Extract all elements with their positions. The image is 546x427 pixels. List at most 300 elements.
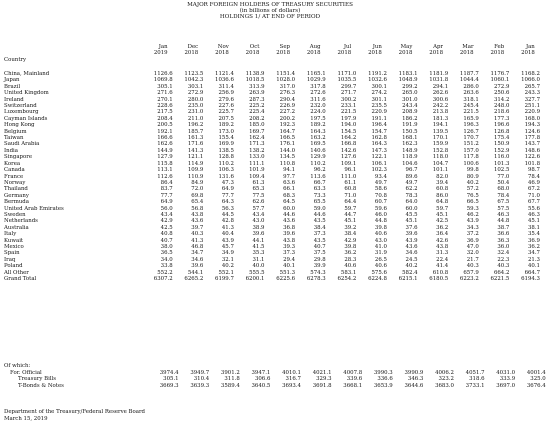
- holding-value: 664.2: [493, 269, 510, 276]
- holding-value: 4021.1: [312, 370, 332, 376]
- holding-value: 45.7: [221, 243, 234, 250]
- holding-value: 24.5: [405, 256, 418, 263]
- column-header-year: 2018: [215, 50, 229, 57]
- holding-value: 21.7: [466, 256, 479, 263]
- column-header-year: 2018: [459, 50, 474, 57]
- country-name: Kuwait: [4, 237, 24, 244]
- holding-value: 3733.1: [465, 382, 485, 389]
- holding-value: 151.2: [463, 141, 479, 148]
- holding-value: 113.6: [310, 173, 326, 180]
- holding-value: 77.0: [497, 173, 510, 180]
- holding-value: 65.4: [191, 199, 204, 206]
- holding-value: 66.1: [283, 186, 296, 193]
- holding-value: 1069.8: [153, 77, 173, 84]
- holding-value: 242.2: [432, 103, 449, 110]
- holding-value: 150.9: [493, 141, 510, 148]
- holding-value: 61.1: [344, 179, 357, 186]
- holding-value: 62.2: [405, 186, 418, 193]
- holding-value: 272.9: [187, 90, 204, 97]
- country-name: Germany: [4, 192, 29, 199]
- holding-value: 6223.2: [459, 276, 479, 282]
- holding-value: 77.5: [252, 192, 265, 199]
- footer-source: Department of the Treasury/Federal Reserve Board: [4, 409, 146, 415]
- holding-value: 6194.3: [521, 276, 540, 282]
- holding-value: 272.6: [310, 90, 326, 97]
- holding-value: 38.1: [527, 224, 540, 231]
- holding-value: 235.5: [371, 103, 387, 110]
- report-title: MAJOR FOREIGN HOLDERS OF TREASURY SECURITIES: [187, 2, 353, 8]
- holding-value: 221.5: [463, 109, 479, 116]
- holding-value: 64.0: [405, 199, 418, 206]
- holding-value: 551.3: [279, 269, 296, 276]
- column-header-year: 2018: [368, 50, 382, 57]
- holding-value: 196.4: [371, 122, 387, 129]
- holding-value: 31.1: [252, 256, 265, 263]
- holding-value: 314.2: [493, 96, 510, 103]
- holding-value: 3653.9: [373, 382, 393, 389]
- column-header-month: Feb: [494, 44, 505, 50]
- holding-value: 6307.2: [153, 276, 173, 282]
- holding-value: 329.3: [316, 376, 332, 383]
- holding-value: 101.1: [432, 167, 449, 174]
- holding-value: 71.0: [344, 192, 357, 199]
- holding-value: 131.6: [218, 173, 234, 180]
- holding-value: 325.0: [530, 376, 546, 383]
- holding-value: 34.7: [191, 250, 204, 257]
- holding-value: 225.7: [218, 109, 234, 116]
- holding-value: 189.2: [310, 122, 326, 129]
- holding-value: 265.7: [524, 83, 540, 90]
- holding-value: 64.9: [221, 186, 234, 193]
- holding-value: 189.2: [218, 122, 234, 129]
- holding-value: 299.7: [340, 83, 357, 90]
- holding-value: 192.3: [279, 122, 296, 129]
- holding-value: 38.0: [160, 243, 173, 250]
- holding-value: 232.0: [310, 103, 326, 110]
- holding-value: 46.3: [497, 211, 510, 218]
- holding-value: 73.3: [313, 192, 326, 199]
- holding-value: 169.5: [310, 141, 326, 148]
- holding-value: 126.8: [493, 128, 510, 135]
- holding-value: 44.6: [283, 211, 296, 218]
- holding-value: 162.6: [157, 141, 173, 148]
- holding-value: 113.1: [157, 167, 173, 174]
- holding-value: 4001.4: [526, 370, 546, 376]
- holding-value: 6221.5: [490, 276, 510, 282]
- holding-value: 44.8: [374, 218, 387, 225]
- holding-value: 35.4: [527, 231, 540, 238]
- holding-value: 96.1: [344, 167, 357, 174]
- holding-value: 41.3: [221, 224, 234, 231]
- holding-value: 63.6: [283, 179, 296, 186]
- holding-value: 110.2: [218, 160, 234, 167]
- holding-value: 6265.2: [184, 276, 204, 282]
- holding-value: 40.4: [221, 231, 234, 238]
- holding-value: 36.2: [527, 243, 540, 250]
- holding-value: 271.7: [340, 90, 357, 97]
- holding-value: 303.1: [187, 83, 204, 90]
- holding-value: 6254.2: [337, 276, 357, 282]
- holding-value: 104.6: [402, 160, 418, 167]
- holding-value: 171.6: [187, 141, 204, 148]
- holding-value: 1165.1: [306, 71, 326, 77]
- country-name: Cayman Islands: [4, 115, 48, 122]
- holding-value: 159.9: [432, 141, 449, 148]
- holding-value: 225.2: [249, 103, 265, 110]
- holding-value: 66.5: [466, 199, 479, 206]
- holding-value: 1123.5: [184, 71, 204, 77]
- holding-value: 271.6: [157, 90, 173, 97]
- holding-value: 1176.7: [490, 71, 510, 77]
- holding-value: 36.9: [466, 237, 479, 244]
- holding-value: 31.9: [374, 250, 387, 257]
- holding-value: 109.4: [249, 173, 265, 180]
- holding-value: 40.7: [313, 243, 326, 250]
- holding-value: 39.3: [283, 243, 296, 250]
- holder-category: Treasury Bills: [18, 376, 57, 383]
- holding-value: 40.3: [497, 263, 510, 270]
- holding-value: 142.6: [340, 147, 357, 154]
- holding-value: 305.1: [163, 376, 179, 383]
- holding-value: 121.1: [187, 154, 204, 161]
- holding-value: 43.6: [191, 218, 204, 225]
- holding-value: 169.7: [249, 128, 265, 135]
- holding-value: 3697.0: [496, 382, 516, 389]
- holding-value: 60.7: [374, 199, 387, 206]
- holding-value: 657.9: [463, 269, 479, 276]
- holding-value: 32.4: [497, 250, 510, 257]
- holding-value: 192.1: [157, 128, 173, 135]
- holding-value: 34.3: [466, 224, 479, 231]
- holding-value: 162.4: [249, 135, 265, 142]
- holding-value: 44.1: [252, 237, 265, 244]
- holding-value: 80.9: [466, 173, 479, 180]
- holding-value: 111.0: [340, 173, 357, 180]
- holder-category: T-Bonds & Notes: [18, 382, 64, 389]
- holding-value: 78.4: [497, 192, 510, 199]
- holding-value: 552.1: [218, 269, 234, 276]
- holding-value: 36.3: [497, 237, 510, 244]
- holding-value: 39.7: [191, 224, 204, 231]
- holding-value: 256.9: [218, 90, 234, 97]
- holding-value: 89.6: [405, 173, 418, 180]
- holding-value: 6225.6: [276, 276, 296, 282]
- holding-value: 78.3: [405, 192, 418, 199]
- holding-value: 339.6: [346, 376, 363, 383]
- holding-value: 45.5: [405, 211, 418, 218]
- holding-value: 148.6: [524, 147, 540, 154]
- holding-value: 49.7: [374, 179, 387, 186]
- holding-value: 43.9: [221, 237, 234, 244]
- holding-value: 173.0: [218, 128, 234, 135]
- holding-value: 162.3: [402, 141, 418, 148]
- holding-value: 148.9: [402, 147, 418, 154]
- holding-value: 49.7: [405, 179, 418, 186]
- column-header-year: 2018: [184, 50, 199, 57]
- holding-value: 4007.8: [343, 370, 363, 376]
- holding-value: 93.4: [374, 173, 387, 180]
- holding-value: 1032.6: [368, 77, 387, 84]
- holding-value: 122.6: [524, 154, 540, 161]
- holding-value: 45.1: [436, 211, 449, 218]
- holding-value: 194.1: [432, 122, 449, 129]
- holding-value: 287.3: [249, 96, 265, 103]
- holding-value: 44.7: [344, 211, 357, 218]
- holding-value: 251.1: [524, 103, 540, 110]
- country-name: United Kingdom: [4, 90, 49, 97]
- holding-value: 60.8: [436, 186, 449, 193]
- country-name: Poland: [4, 263, 23, 270]
- country-name: Italy: [4, 231, 17, 238]
- country-name: Sweden: [4, 211, 26, 218]
- holding-value: 194.3: [524, 122, 540, 129]
- holding-value: 134.5: [279, 154, 296, 161]
- holding-value: 66.7: [313, 179, 326, 186]
- holding-value: 6215.1: [398, 276, 418, 282]
- holding-value: 1121.4: [215, 71, 234, 77]
- holding-value: 3640.5: [251, 382, 271, 389]
- holding-value: 166.5: [279, 135, 296, 142]
- report-units: (in billions of dollars): [239, 8, 301, 14]
- holding-value: 39.6: [283, 231, 296, 238]
- holding-value: 313.9: [249, 83, 265, 90]
- holding-value: 300.6: [432, 96, 449, 103]
- holding-value: 39.6: [191, 263, 204, 270]
- column-header-year: 2018: [429, 50, 443, 57]
- holding-value: 164.7: [279, 128, 296, 135]
- holding-value: 34.9: [221, 250, 234, 257]
- holding-value: 62.6: [252, 199, 265, 206]
- country-name: Iraq: [4, 256, 16, 263]
- column-header-month: Jan: [525, 44, 535, 50]
- column-header-month: Jun: [372, 44, 382, 50]
- holding-value: 250.6: [493, 90, 510, 97]
- holding-value: 118.0: [432, 154, 449, 161]
- holding-value: 64.8: [436, 199, 449, 206]
- country-name: Thailand: [4, 186, 28, 193]
- holding-value: 102.5: [493, 167, 510, 174]
- holding-value: 1183.1: [398, 71, 418, 77]
- holding-value: 138.2: [249, 147, 265, 154]
- holding-value: 57.2: [466, 186, 479, 193]
- holding-value: 43.0: [252, 218, 265, 225]
- holding-value: 220.9: [371, 109, 387, 116]
- holding-value: 38.4: [313, 224, 326, 231]
- holding-value: 43.5: [313, 218, 326, 225]
- holding-value: 3589.4: [220, 382, 240, 389]
- column-header-month: Jul: [343, 44, 352, 50]
- holding-value: 169.9: [218, 141, 234, 148]
- holding-value: 197.9: [340, 115, 357, 122]
- holding-value: 110.9: [187, 173, 204, 180]
- holding-value: 221.5: [340, 109, 357, 116]
- holding-value: 327.7: [524, 96, 540, 103]
- holding-value: 3974.4: [159, 370, 179, 376]
- holding-value: 311.8: [224, 376, 240, 383]
- holding-value: 38.7: [497, 224, 510, 231]
- holding-value: 346.3: [407, 376, 424, 383]
- holding-value: 104.7: [432, 160, 449, 167]
- holding-value: 82.0: [436, 173, 449, 180]
- holding-value: 197.5: [310, 115, 326, 122]
- holding-value: 1171.0: [337, 71, 357, 77]
- holding-value: 32.0: [466, 250, 479, 257]
- holding-value: 305.1: [157, 83, 173, 90]
- holding-value: 286.0: [463, 83, 479, 90]
- holding-value: 102.3: [371, 167, 387, 174]
- country-name: Norway: [4, 179, 26, 186]
- holding-value: 170.1: [432, 135, 449, 142]
- holding-value: 162.8: [371, 135, 387, 142]
- holding-value: 59.0: [313, 205, 326, 212]
- holding-value: 128.8: [218, 154, 234, 161]
- holding-value: 1048.9: [398, 77, 418, 84]
- country-name: Grand Total: [4, 276, 37, 282]
- holding-value: 171.3: [249, 141, 265, 148]
- holding-value: 34.0: [160, 256, 173, 263]
- holding-value: 41.3: [191, 237, 204, 244]
- column-header: [495, 44, 535, 56]
- holding-value: 40.2: [466, 179, 479, 186]
- holding-value: 220.9: [524, 109, 540, 116]
- holding-value: 280.0: [187, 96, 204, 103]
- column-header-month: Nov: [217, 44, 229, 50]
- holding-value: 1168.2: [521, 71, 540, 77]
- holding-value: 196.2: [187, 122, 204, 129]
- holding-value: 164.3: [371, 141, 387, 148]
- country-name: Saudi Arabia: [4, 141, 40, 148]
- holder-category: For. Official: [10, 370, 42, 376]
- holding-value: 38.4: [344, 231, 357, 238]
- holding-value: 290.4: [279, 96, 296, 103]
- column-header-year: 2018: [245, 50, 260, 57]
- column-header-month: Dec: [187, 44, 199, 50]
- column-header-row: [0, 44, 540, 64]
- holding-value: 164.3: [310, 128, 326, 135]
- holding-value: 36.9: [527, 237, 540, 244]
- holding-value: 32.1: [221, 256, 234, 263]
- holding-value: 552.2: [157, 269, 173, 276]
- column-header-month: Jan: [158, 44, 168, 50]
- holding-value: 6180.5: [429, 276, 449, 282]
- holding-value: 1044.4: [459, 77, 479, 84]
- holdings-table: [0, 71, 540, 282]
- holding-value: 115.8: [157, 160, 173, 167]
- holding-value: 21.3: [527, 256, 540, 263]
- holding-value: 1151.4: [276, 71, 296, 77]
- official-holdings-table: [0, 370, 546, 389]
- holding-value: 3949.7: [190, 370, 210, 376]
- holding-value: 34.6: [405, 250, 418, 257]
- holding-value: 38.9: [252, 224, 265, 231]
- holding-value: 96.7: [405, 167, 418, 174]
- holding-value: 196.3: [463, 122, 479, 129]
- holding-value: 60.0: [283, 205, 296, 212]
- country-name: Korea: [4, 160, 21, 167]
- holding-value: 43.5: [313, 237, 326, 244]
- holding-value: 29.4: [283, 256, 296, 263]
- holding-value: 245.4: [463, 103, 479, 110]
- holding-value: 110.2: [310, 160, 326, 167]
- country-name: Bermuda: [4, 199, 29, 206]
- holding-value: 227.2: [279, 109, 296, 116]
- holding-value: 1036.6: [215, 77, 234, 84]
- holding-value: 43.8: [283, 237, 296, 244]
- holding-value: 3990.3: [373, 370, 393, 376]
- holding-value: 43.9: [405, 237, 418, 244]
- holding-value: 37.3: [313, 231, 326, 238]
- holding-value: 3990.9: [404, 370, 424, 376]
- holding-value: 194.0: [340, 122, 357, 129]
- holding-value: 101.9: [249, 167, 265, 174]
- holding-value: 39.8: [374, 224, 387, 231]
- holding-value: 1138.9: [245, 71, 265, 77]
- holding-value: 45.1: [344, 218, 357, 225]
- holding-value: 166.8: [340, 141, 357, 148]
- holding-value: 41.5: [252, 243, 265, 250]
- holding-value: 3644.6: [404, 382, 424, 389]
- column-header-month: Oct: [249, 44, 260, 50]
- holding-value: 42.9: [160, 218, 173, 225]
- holding-value: 67.5: [497, 199, 510, 206]
- country-column-header: Country: [4, 57, 27, 63]
- holding-value: 40.6: [344, 263, 357, 270]
- holding-value: 225.4: [249, 109, 265, 116]
- holding-value: 56.3: [221, 205, 234, 212]
- holding-value: 36.5: [160, 250, 173, 257]
- holding-value: 301.0: [402, 96, 418, 103]
- holding-value: 301.1: [371, 96, 387, 103]
- holding-value: 126.7: [463, 128, 479, 135]
- holding-value: 161.3: [187, 135, 204, 142]
- holding-value: 47.0: [466, 243, 479, 250]
- holding-value: 175.4: [493, 135, 510, 142]
- holding-value: 42.8: [221, 218, 234, 225]
- holding-value: 43.4: [160, 211, 173, 218]
- holding-value: 299.2: [402, 83, 418, 90]
- holding-value: 300.2: [340, 96, 357, 103]
- holding-value: 98.7: [527, 167, 540, 174]
- holding-value: 36.6: [497, 231, 510, 238]
- country-name: Netherlands: [4, 218, 38, 225]
- holding-value: 218.6: [493, 109, 510, 116]
- holding-value: 311.6: [310, 96, 326, 103]
- holding-value: 41.4: [436, 263, 449, 270]
- holding-value: 37.6: [405, 224, 418, 231]
- holding-value: 29.8: [313, 256, 326, 263]
- table-row: [0, 383, 546, 389]
- holding-value: 200.2: [279, 115, 296, 122]
- holding-value: 6200.1: [245, 276, 265, 282]
- holding-value: 99.8: [466, 167, 479, 174]
- country-name: China, Mainland: [4, 71, 50, 77]
- holding-value: 200.5: [157, 122, 173, 129]
- holding-value: 84.9: [191, 179, 204, 186]
- holding-value: 276.3: [279, 90, 296, 97]
- holding-value: 26.5: [374, 256, 387, 263]
- holding-value: 69.8: [191, 192, 204, 199]
- holding-value: 46.3: [527, 211, 540, 218]
- holding-value: 57.5: [497, 205, 510, 212]
- holding-value: 177.3: [493, 115, 510, 122]
- holding-value: 40.0: [252, 263, 265, 270]
- holding-value: 316.7: [285, 376, 301, 383]
- holding-value: 37.3: [283, 250, 296, 257]
- holding-value: 1031.8: [429, 77, 449, 84]
- holding-value: 177.8: [524, 135, 540, 142]
- holding-value: 270.1: [157, 96, 173, 103]
- holding-value: 139.5: [432, 128, 449, 135]
